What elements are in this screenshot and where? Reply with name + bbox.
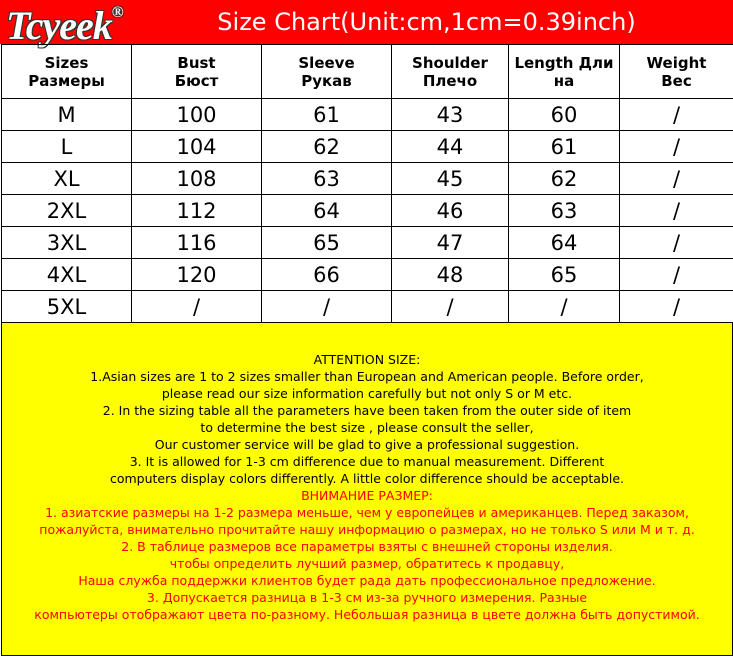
notice-ru-line: компьютеры отображают цвета по-разному. Небольшая разница в цвете должна быть допустимой.: [2, 606, 732, 623]
logo-text: Tcyeek: [6, 3, 112, 48]
col-header-bust: Bust Бюст: [132, 45, 262, 99]
cell-bust: 112: [132, 195, 262, 227]
cell-weight: /: [620, 99, 733, 131]
notice-en-line: please read our size information carefully but not only S or M etc.: [2, 385, 732, 402]
notice-en-line: to determine the best size , please consult the seller,: [2, 419, 732, 436]
cell-weight: /: [620, 131, 733, 163]
col-header-shoulder: Shoulder Плечо: [392, 45, 509, 99]
cell-weight: /: [620, 227, 733, 259]
table-row: [2, 259, 733, 291]
notice-en-line: computers display colors differently. A little color difference should be acceptable.: [2, 470, 732, 487]
cell-length: 60: [509, 99, 620, 131]
cell-sleeve: 63: [262, 163, 392, 195]
cell-length: 65: [509, 259, 620, 291]
chart-title: Size Chart(Unit:cm,1cm=0.39inch): [217, 8, 635, 36]
cell-size: XL: [2, 163, 132, 195]
cell-shoulder: /: [392, 291, 509, 323]
cell-size: 5XL: [2, 291, 132, 323]
cell-length: 64: [509, 227, 620, 259]
notice-en-line: Our customer service will be glad to give a professional suggestion.: [2, 436, 732, 453]
col-header-length: Length Дли на: [509, 45, 620, 99]
cell-sleeve: 64: [262, 195, 392, 227]
cell-weight: /: [620, 195, 733, 227]
cell-bust: 116: [132, 227, 262, 259]
notice-ru-line: 2. В таблице размеров все параметры взяты с внешней стороны изделия.: [2, 538, 732, 555]
cell-size: M: [2, 99, 132, 131]
cell-bust: 100: [132, 99, 262, 131]
notice-ru-line: 3. Допускается разница в 1-3 см из-за ручного измерения. Разные: [2, 589, 732, 606]
title-bar: [0, 0, 733, 44]
cell-shoulder: 44: [392, 131, 509, 163]
col-header-size: Sizes Размеры: [2, 45, 132, 99]
cell-size: L: [2, 131, 132, 163]
cell-shoulder: 48: [392, 259, 509, 291]
size-table: [1, 44, 733, 323]
notice-ru-line: пожалуйста, внимательно прочитайте нашу информацию о размерах, но не только S или M и т. д.: [2, 521, 732, 538]
header-row: [2, 45, 733, 99]
cell-shoulder: 43: [392, 99, 509, 131]
cell-weight: /: [620, 259, 733, 291]
notice-ru-line: чтобы определить лучший размер, обратитесь к продавцу,: [2, 555, 732, 572]
cell-sleeve: 62: [262, 131, 392, 163]
cell-size: 4XL: [2, 259, 132, 291]
cell-shoulder: 45: [392, 163, 509, 195]
cell-sleeve: 66: [262, 259, 392, 291]
cell-sleeve: 65: [262, 227, 392, 259]
table-row: [2, 291, 733, 323]
cell-length: 63: [509, 195, 620, 227]
registered-mark: ®: [112, 4, 123, 21]
cell-size: 2XL: [2, 195, 132, 227]
notice-text: [2, 351, 732, 623]
cell-bust: 108: [132, 163, 262, 195]
notice-en-line: 2. In the sizing table all the parameters have been taken from the outer side of item: [2, 402, 732, 419]
notice-ru-line: Наша служба поддержки клиентов будет рада дать профессиональное предложение.: [2, 572, 732, 589]
size-notice-panel: [1, 322, 733, 656]
notice-en-line: 3. It is allowed for 1-3 cm difference due to manual measurement. Different: [2, 453, 732, 470]
table-row: [2, 99, 733, 131]
cell-weight: /: [620, 163, 733, 195]
notice-en-line: ATTENTION SIZE:: [2, 351, 732, 368]
col-header-sleeve: Sleeve Рукав: [262, 45, 392, 99]
cell-weight: /: [620, 291, 733, 323]
table-row: [2, 131, 733, 163]
cell-length: 61: [509, 131, 620, 163]
notice-ru-line: ВНИМАНИЕ РАЗМЕР:: [2, 487, 732, 504]
cell-length: /: [509, 291, 620, 323]
notice-en-line: 1.Asian sizes are 1 to 2 sizes smaller than European and American people. Before order,: [2, 368, 732, 385]
cell-bust: 104: [132, 131, 262, 163]
cell-length: 62: [509, 163, 620, 195]
table-row: [2, 163, 733, 195]
cell-shoulder: 46: [392, 195, 509, 227]
table-row: [2, 227, 733, 259]
table-row: [2, 195, 733, 227]
notice-ru-line: 1. азиатские размеры на 1-2 размера меньше, чем у европейцев и американцев. Перед заказом,: [2, 504, 732, 521]
brand-logo: [6, 2, 123, 49]
cell-sleeve: 61: [262, 99, 392, 131]
col-header-weight: Weight Вес: [620, 45, 733, 99]
cell-bust: /: [132, 291, 262, 323]
cell-shoulder: 47: [392, 227, 509, 259]
cell-bust: 120: [132, 259, 262, 291]
cell-size: 3XL: [2, 227, 132, 259]
cell-sleeve: /: [262, 291, 392, 323]
